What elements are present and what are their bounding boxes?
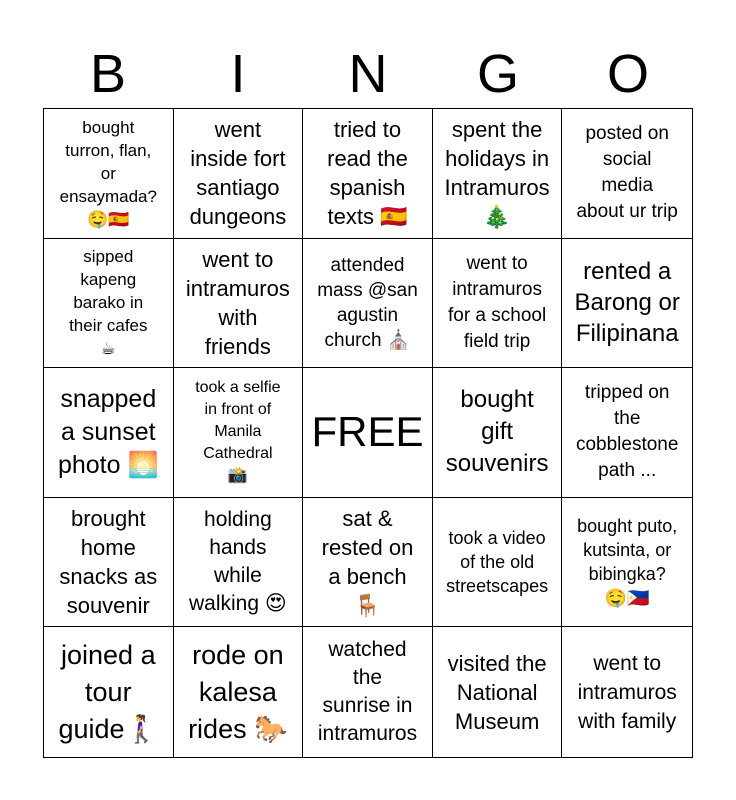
cell-label: rented a Barong or Filipinana xyxy=(574,258,680,348)
cell-label: attended mass @san agustin church ⛪ xyxy=(317,254,418,351)
bingo-cell-r4-c5[interactable] xyxy=(562,498,692,628)
cell-label: snapped a sunset photo 🌅 xyxy=(57,384,159,479)
bingo-cell-r5-c2[interactable] xyxy=(174,627,304,757)
bingo-cell-r3-c1[interactable] xyxy=(44,368,174,498)
cell-label: watched the sunrise in intramuros xyxy=(317,638,418,746)
bingo-cell-r4-c1[interactable] xyxy=(44,498,174,628)
bingo-cell-r5-c3[interactable] xyxy=(303,627,433,757)
bingo-cell-r4-c3[interactable] xyxy=(303,498,433,628)
bingo-header xyxy=(43,40,693,108)
cell-label: spent the holidays in Intramuros 🎄 xyxy=(444,117,550,230)
bingo-cell-r2-c4[interactable] xyxy=(433,239,563,369)
header-letter-o: O xyxy=(606,44,649,104)
bingo-cell-r1-c3[interactable] xyxy=(303,109,433,239)
bingo-cell-r5-c5[interactable] xyxy=(562,627,692,757)
header-letter-b: B xyxy=(89,44,127,104)
cell-label: visited the National Museum xyxy=(447,650,547,734)
bingo-cell-free[interactable] xyxy=(303,368,433,498)
cell-label: took a video of the old streetscapes xyxy=(446,528,549,597)
cell-label: went to intramuros for a school field trip xyxy=(447,252,547,352)
bingo-cell-r5-c1[interactable] xyxy=(44,627,174,757)
bingo-cell-r2-c2[interactable] xyxy=(174,239,304,369)
cell-label: holding hands while walking 😍 xyxy=(189,508,287,616)
cell-label: tried to read the spanish texts 🇪🇸 xyxy=(327,117,408,230)
cell-label: bought gift souvenirs xyxy=(445,386,549,478)
cell-label: went inside fort santiago dungeons xyxy=(189,117,287,230)
free-space-label: FREE xyxy=(311,408,424,456)
cell-label: sipped kapeng barako in their cafes ☕ xyxy=(69,247,148,359)
header-letter-i: I xyxy=(230,44,246,104)
cell-label: sat & rested on a bench 🪑 xyxy=(321,506,414,619)
cell-label: rode on kalesa rides 🐎 xyxy=(188,639,288,744)
header-letter-n: N xyxy=(348,44,388,104)
bingo-cell-r4-c2[interactable] xyxy=(174,498,304,628)
bingo-cell-r3-c2[interactable] xyxy=(174,368,304,498)
bingo-cell-r1-c1[interactable] xyxy=(44,109,174,239)
bingo-cell-r1-c2[interactable] xyxy=(174,109,304,239)
cell-label: went to intramuros with friends xyxy=(185,246,290,359)
bingo-cell-r2-c3[interactable] xyxy=(303,239,433,369)
cell-label: bought turron, flan, or ensaymada? 🤤🇪🇸 xyxy=(59,117,157,229)
cell-label: went to intramuros with family xyxy=(577,651,677,733)
header-letter-g: G xyxy=(476,44,519,104)
cell-label: posted on social media about ur trip xyxy=(576,123,678,223)
bingo-cell-r2-c5[interactable] xyxy=(562,239,692,369)
cell-label: bought puto, kutsinta, or bibingka? 🤤🇵🇭 xyxy=(577,516,678,609)
bingo-cell-r1-c4[interactable] xyxy=(433,109,563,239)
bingo-cell-r3-c5[interactable] xyxy=(562,368,692,498)
cell-label: tripped on the cobblestone path ... xyxy=(575,382,679,482)
bingo-cell-r4-c4[interactable] xyxy=(433,498,563,628)
bingo-cell-r1-c5[interactable] xyxy=(562,109,692,239)
cell-label: joined a tour guide🚶‍♀️ xyxy=(58,639,159,744)
bingo-cell-r2-c1[interactable] xyxy=(44,239,174,369)
bingo-cell-r3-c4[interactable] xyxy=(433,368,563,498)
cell-label: brought home snacks as souvenir xyxy=(59,506,158,619)
cell-label: took a selfie in front of Manila Cathedral 📸 xyxy=(195,379,281,485)
bingo-cell-r5-c4[interactable] xyxy=(433,627,563,757)
bingo-board xyxy=(43,108,693,758)
